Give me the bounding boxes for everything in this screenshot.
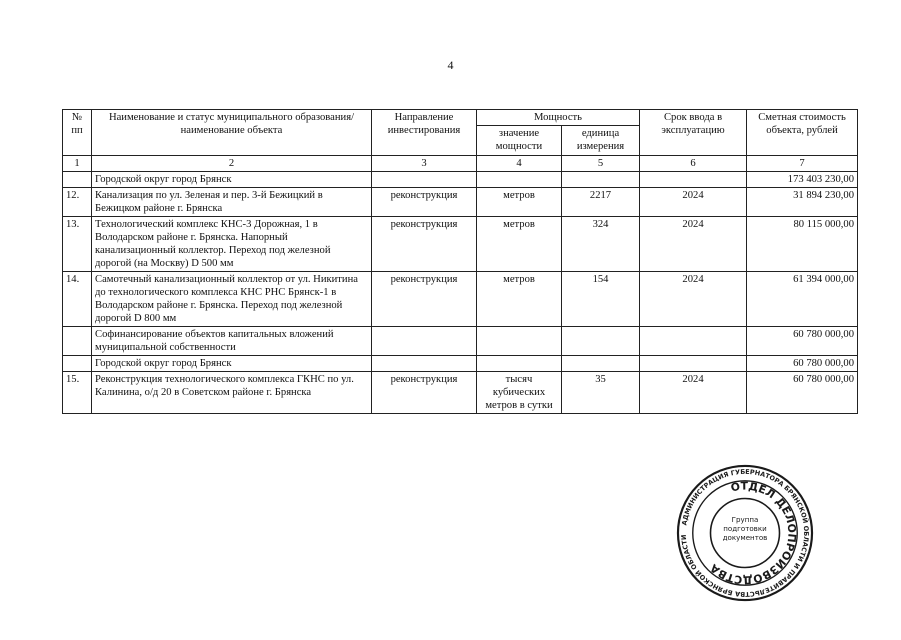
col-number: 5 (562, 156, 640, 172)
row-name: Софинансирование объектов капитальных вложений муниципальной собственности (92, 327, 372, 356)
stamp-center (719, 515, 770, 554)
row-name: Городской округ город Брянск (92, 356, 372, 372)
row-num (63, 327, 92, 356)
row-name: Городской округ город Брянск (92, 172, 372, 188)
row-name: Канализация по ул. Зеленая и пер. 3-й Бежицкий в Бежицком районе г. Брянска (92, 188, 372, 217)
table-row (63, 356, 858, 372)
row-value (562, 327, 640, 356)
row-cost: 60 780 000,00 (747, 356, 858, 372)
col-number: 4 (477, 156, 562, 172)
row-value (562, 172, 640, 188)
row-unit (477, 327, 562, 356)
row-direction (372, 356, 477, 372)
row-cost: 60 780 000,00 (747, 327, 858, 356)
row-cost: 80 115 000,00 (747, 217, 858, 272)
header-direction: Направление инвестирования (372, 110, 477, 156)
col-number: 3 (372, 156, 477, 172)
col-number: 6 (640, 156, 747, 172)
row-name: Технологический комплекс КНС-3 Дорожная, 1 в Володарском районе г. Брянска. Напорный канализационный коллектор. Переход под железной дорогой (на Москву) D 500 мм (92, 217, 372, 272)
row-num: 12. (63, 188, 92, 217)
table-row (63, 372, 858, 414)
header-name: Наименование и статус муниципального образования/наименование объекта (92, 110, 372, 156)
table-row (63, 327, 858, 356)
row-unit: метров (477, 272, 562, 327)
header-num: № пп (63, 110, 92, 156)
row-num: 13. (63, 217, 92, 272)
row-year: 2024 (640, 372, 747, 414)
header-cost: Сметная стоимость объекта, рублей (747, 110, 858, 156)
row-cost: 61 394 000,00 (747, 272, 858, 327)
row-direction: реконструкция (372, 188, 477, 217)
row-value (562, 356, 640, 372)
stamp-middle-text: ОТДЕЛ ДЕЛОПРОИЗВОДСТВА (707, 479, 799, 587)
header-term: Срок ввода в эксплуатацию (640, 110, 747, 156)
row-year: 2024 (640, 217, 747, 272)
row-year: 2024 (640, 188, 747, 217)
row-value: 35 (562, 372, 640, 414)
department-stamp (676, 464, 814, 602)
col-number: 2 (92, 156, 372, 172)
row-cost: 60 780 000,00 (747, 372, 858, 414)
header-capacity-value: значение мощности (477, 126, 562, 156)
row-num (63, 172, 92, 188)
row-year (640, 327, 747, 356)
row-value: 154 (562, 272, 640, 327)
row-unit (477, 172, 562, 188)
row-num: 14. (63, 272, 92, 327)
row-num: 15. (63, 372, 92, 414)
row-direction: реконструкция (372, 217, 477, 272)
row-unit (477, 356, 562, 372)
row-direction (372, 172, 477, 188)
row-unit: тысяч кубических метров в сутки (477, 372, 562, 414)
row-value: 324 (562, 217, 640, 272)
row-name: Реконструкция технологического комплекса ГКНС по ул. Калинина, о/д 20 в Советском районе г. Брянска (92, 372, 372, 414)
row-cost: 31 894 230,00 (747, 188, 858, 217)
row-num (63, 356, 92, 372)
table-row (63, 217, 858, 272)
row-direction (372, 327, 477, 356)
column-numbers-row (63, 156, 858, 172)
row-year: 2024 (640, 272, 747, 327)
row-unit: метров (477, 217, 562, 272)
stamp-outer-text: АДМИНИСТРАЦИЯ ГУБЕРНАТОРА БРЯНСКОЙ ОБЛАСТИ И ПРАВИТЕЛЬСТВА БРЯНСКОЙ ОБЛАСТИ (679, 467, 811, 599)
col-number: 1 (63, 156, 92, 172)
col-number: 7 (747, 156, 858, 172)
row-value: 2217 (562, 188, 640, 217)
header-capacity-unit: единица измерения (562, 126, 640, 156)
row-direction: реконструкция (372, 272, 477, 327)
row-cost: 173 403 230,00 (747, 172, 858, 188)
row-year (640, 172, 747, 188)
stamp-center-text: Группа подготовки документов (722, 515, 768, 542)
row-unit: метров (477, 188, 562, 217)
row-name: Самотечный канализационный коллектор от ул. Никитина до технологического комплекса КНС РНС Брянск-1 в Володарском районе г. Брянска. Переход под железной дорогой D 800 мм (92, 272, 372, 327)
investment-table (62, 109, 858, 414)
row-direction: реконструкция (372, 372, 477, 414)
table-row (63, 272, 858, 327)
page-number: 4 (447, 58, 454, 72)
header-capacity: Мощность (477, 110, 640, 126)
table-row (63, 188, 858, 217)
table-row (63, 172, 858, 188)
row-year (640, 356, 747, 372)
